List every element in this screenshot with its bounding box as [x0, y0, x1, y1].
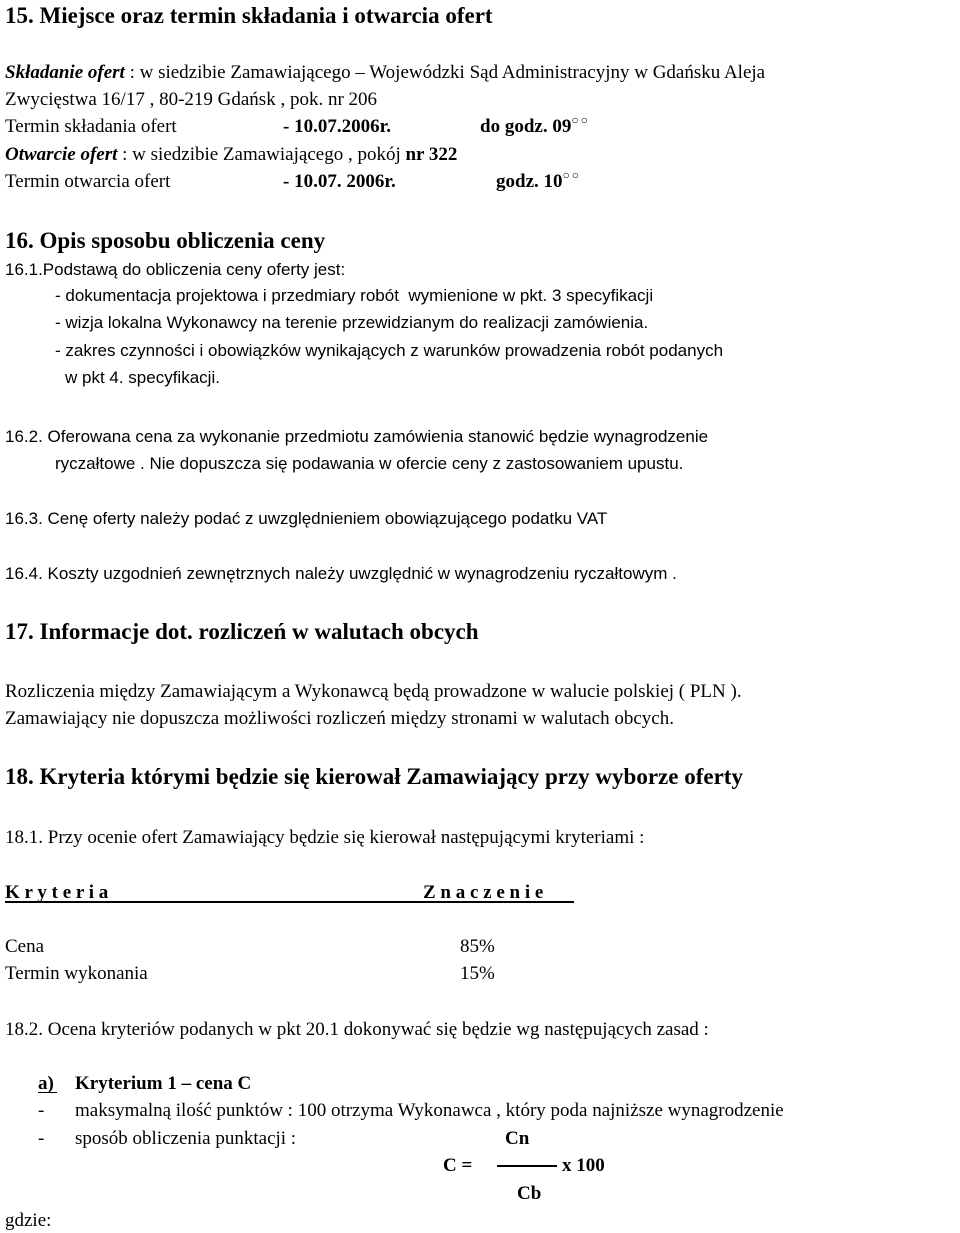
otwarcie-room: nr 322: [405, 144, 458, 165]
formula-numerator: Cn: [505, 1128, 530, 1149]
otwarcie-line: [5, 145, 457, 164]
p16-4: 16.4. Koszty uzgodnień zewnętrznych należy uwzględnić w wynagrodzeniu ryczałtowym .: [5, 564, 677, 583]
termin-skladania-hour: do godz. 09: [480, 116, 572, 137]
p16-1-item-4: w pkt 4. specyfikacji.: [65, 368, 220, 387]
section-18-title: 18. Kryteria którymi będzie się kierował Zamawiający przy wyborze oferty: [5, 764, 743, 789]
otwarcie-label: Otwarcie ofert: [5, 144, 118, 165]
s17-line-2: Zamawiający nie dopuszcza możliwości rozliczeń między stronami w walutach obcych.: [5, 708, 674, 729]
termin-otwarcia-hour-wrap: [496, 168, 581, 192]
section-17-title: 17. Informacje dot. rozliczeń w walutach obcych: [5, 619, 479, 644]
section-16-title: 16. Opis sposobu obliczenia ceny: [5, 228, 326, 253]
p16-1-item-1-wrap: [55, 287, 653, 304]
criteria-row-1-weight: 85%: [460, 936, 495, 957]
p16-1-item-2: - wizja lokalna Wykonawcy na terenie przewidzianym do realizacji zamówienia.: [55, 313, 649, 332]
bullet-1-dash: -: [38, 1100, 45, 1121]
skladanie-line: [5, 63, 765, 82]
skladanie-label: Składanie ofert: [5, 62, 125, 83]
otwarcie-text: : w siedzibie Zamawiającego , pokój: [117, 144, 406, 165]
item-a-label: a): [38, 1073, 54, 1094]
termin-skladania-date: - 10.07.2006r.: [283, 116, 392, 137]
p18-2: 18.2. Ocena kryteriów podanych w pkt 20.1 dokonywać się będzie wg następujących zasad :: [5, 1019, 709, 1040]
superscript-degrees: ○○: [571, 113, 590, 127]
skladanie-text: : w siedzibie Zamawiającego – Wojewódzki Sąd Administracyjny w Gdańsku Aleja: [124, 62, 766, 83]
p16-1-item-1-tail: 3 specyfikacji: [547, 286, 654, 305]
item-a-title: Kryterium 1 – cena C: [75, 1073, 252, 1094]
formula-lhs: C =: [443, 1155, 473, 1176]
termin-otwarcia-date: - 10.07. 2006r.: [283, 171, 396, 192]
p16-1-item-1: - dokumentacja projektowa i przedmiary robót wymienione w pkt.: [55, 286, 548, 305]
section-15-title: 15. Miejsce oraz termin składania i otwarcia ofert: [5, 3, 493, 28]
p16-2-line-1: 16.2. Oferowana cena za wykonanie przedmiotu zamówienia stanowić będzie wynagrodzenie: [5, 427, 709, 446]
bullet-1: maksymalną ilość punktów : 100 otrzyma Wykonawca , który poda najniższe wynagrodzenie: [75, 1100, 784, 1121]
termin-skladania-label: Termin składania ofert: [5, 116, 177, 137]
bullet-2: sposób obliczenia punktacji :: [75, 1128, 297, 1149]
criteria-header: K r y t e r i a: [5, 882, 109, 903]
criteria-row-2-name: Termin wykonania: [5, 963, 148, 984]
formula-denominator: Cb: [517, 1183, 542, 1204]
p16-1-head: 16.1.Podstawą do obliczenia ceny oferty jest:: [5, 260, 346, 279]
address-line: Zwycięstwa 16/17 , 80-219 Gdańsk , pok. nr 206: [5, 89, 378, 110]
table-header-underline: [5, 901, 574, 903]
p16-2-line-2: ryczałtowe . Nie dopuszcza się podawania w ofercie ceny z zastosowaniem upustu.: [55, 454, 684, 473]
criteria-row-2-weight: 15%: [460, 963, 495, 984]
superscript-degrees: ○○: [562, 168, 581, 182]
s17-line-1: Rozliczenia między Zamawiającym a Wykonawcą będą prowadzone w walucie polskiej ( PLN ).: [5, 681, 742, 702]
p16-1-item-3: - zakres czynności i obowiązków wynikających z warunków prowadzenia robót podanych: [55, 341, 724, 360]
item-a-label-underline: [38, 1092, 57, 1093]
weight-header: Z n a c z e n i e: [423, 882, 544, 903]
p18-1: 18.1. Przy ocenie ofert Zamawiający będzie się kierował następującymi kryteriami :: [5, 827, 645, 848]
gdzie-label: gdzie:: [5, 1210, 52, 1231]
formula-multiplier: x 100: [562, 1155, 605, 1176]
formula-fraction-bar: [497, 1165, 557, 1167]
p16-3: 16.3. Cenę oferty należy podać z uwzględnieniem obowiązującego podatku VAT: [5, 509, 608, 528]
termin-otwarcia-hour: godz. 10: [496, 171, 563, 192]
termin-skladania-hour-wrap: [480, 113, 590, 137]
criteria-row-1-name: Cena: [5, 936, 45, 957]
termin-otwarcia-label: Termin otwarcia ofert: [5, 171, 171, 192]
bullet-2-dash: -: [38, 1128, 45, 1149]
